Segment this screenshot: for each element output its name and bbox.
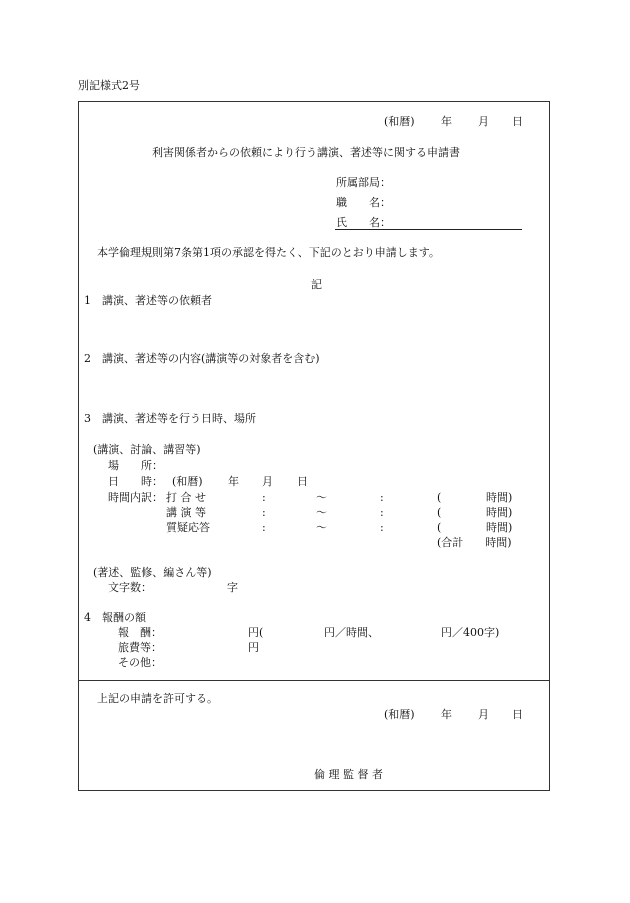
form-number: 別記様式2号 xyxy=(78,79,140,92)
datetime-era: (和暦) xyxy=(172,475,203,488)
time-row-colon-end: : xyxy=(380,506,384,519)
position-label: 職 名： xyxy=(336,196,391,209)
supervisor-label: 倫 理 監 督 者 xyxy=(314,768,383,781)
fee-label: 報 酬： xyxy=(118,626,162,639)
writing-heading: (著述、監修、編さん等) xyxy=(93,566,212,579)
time-row-colon-end: : xyxy=(380,491,384,504)
datetime-year: 年 xyxy=(228,475,239,488)
top-date-month: 月 xyxy=(478,115,489,128)
approval-era: (和暦) xyxy=(384,708,415,721)
other-label: その他： xyxy=(118,656,162,669)
dept-label: 所属部局： xyxy=(336,176,391,189)
time-row-tilde: 〜 xyxy=(316,506,327,519)
chars-unit: 字 xyxy=(227,581,238,594)
section-4-heading: 4 報酬の額 xyxy=(84,611,146,624)
fee-yen: 円( xyxy=(248,626,264,639)
time-row-unit: 時間) xyxy=(486,491,513,504)
approval-year: 年 xyxy=(441,708,452,721)
top-date-year: 年 xyxy=(441,115,452,128)
top-date-era: (和暦) xyxy=(384,115,415,128)
datetime-label: 日 時： xyxy=(108,475,163,488)
time-row-unit: 時間) xyxy=(486,506,513,519)
approval-text: 上記の申請を許可する。 xyxy=(97,692,218,705)
section-1-heading: 1 講演、著述等の依頼者 xyxy=(84,294,212,307)
time-row-paren: ( xyxy=(437,491,442,504)
time-row-colon-start: : xyxy=(262,506,266,519)
lecture-heading: (講演、討論、講習等) xyxy=(93,443,201,456)
time-row-paren: ( xyxy=(437,506,442,519)
section-2-heading: 2 講演、著述等の内容(講演等の対象者を含む) xyxy=(84,352,320,365)
datetime-month: 月 xyxy=(262,475,273,488)
time-row-unit: 時間) xyxy=(486,521,513,534)
datetime-day: 日 xyxy=(297,475,308,488)
time-row-name: 打 合 せ xyxy=(166,491,206,504)
section-3-heading: 3 講演、著述等を行う日時、場所 xyxy=(84,412,256,425)
time-row-name: 質疑応答 xyxy=(166,521,210,534)
time-row-colon-end: : xyxy=(380,521,384,534)
name-underline xyxy=(335,229,522,230)
travel-yen: 円 xyxy=(248,641,259,654)
name-label: 氏 名： xyxy=(336,216,391,229)
place-label: 場 所： xyxy=(108,459,163,472)
top-date-day: 日 xyxy=(512,115,523,128)
intro-text: 本学倫理規則第7条第1項の承認を得たく、下記のとおり申請します。 xyxy=(97,246,440,259)
travel-label: 旅費等： xyxy=(118,641,162,654)
time-breakdown-label: 時間内訳： xyxy=(108,491,163,504)
document-title: 利害関係者からの依頼により行う講演、著述等に関する申請書 xyxy=(152,146,460,159)
time-total: (合計 時間) xyxy=(437,536,512,549)
time-row-tilde: 〜 xyxy=(316,521,327,534)
approval-month: 月 xyxy=(478,708,489,721)
time-row-colon-start: : xyxy=(262,521,266,534)
time-row-colon-start: : xyxy=(262,491,266,504)
approval-divider xyxy=(78,680,550,681)
ki-heading: 記 xyxy=(311,278,322,291)
approval-day: 日 xyxy=(512,708,523,721)
fee-per-400: 円／400字) xyxy=(441,626,500,639)
fee-per-hour: 円／時間、 xyxy=(324,626,379,639)
time-row-paren: ( xyxy=(437,521,442,534)
time-row-name: 講 演 等 xyxy=(166,506,206,519)
time-row-tilde: 〜 xyxy=(316,491,327,504)
chars-label: 文字数： xyxy=(108,581,152,594)
